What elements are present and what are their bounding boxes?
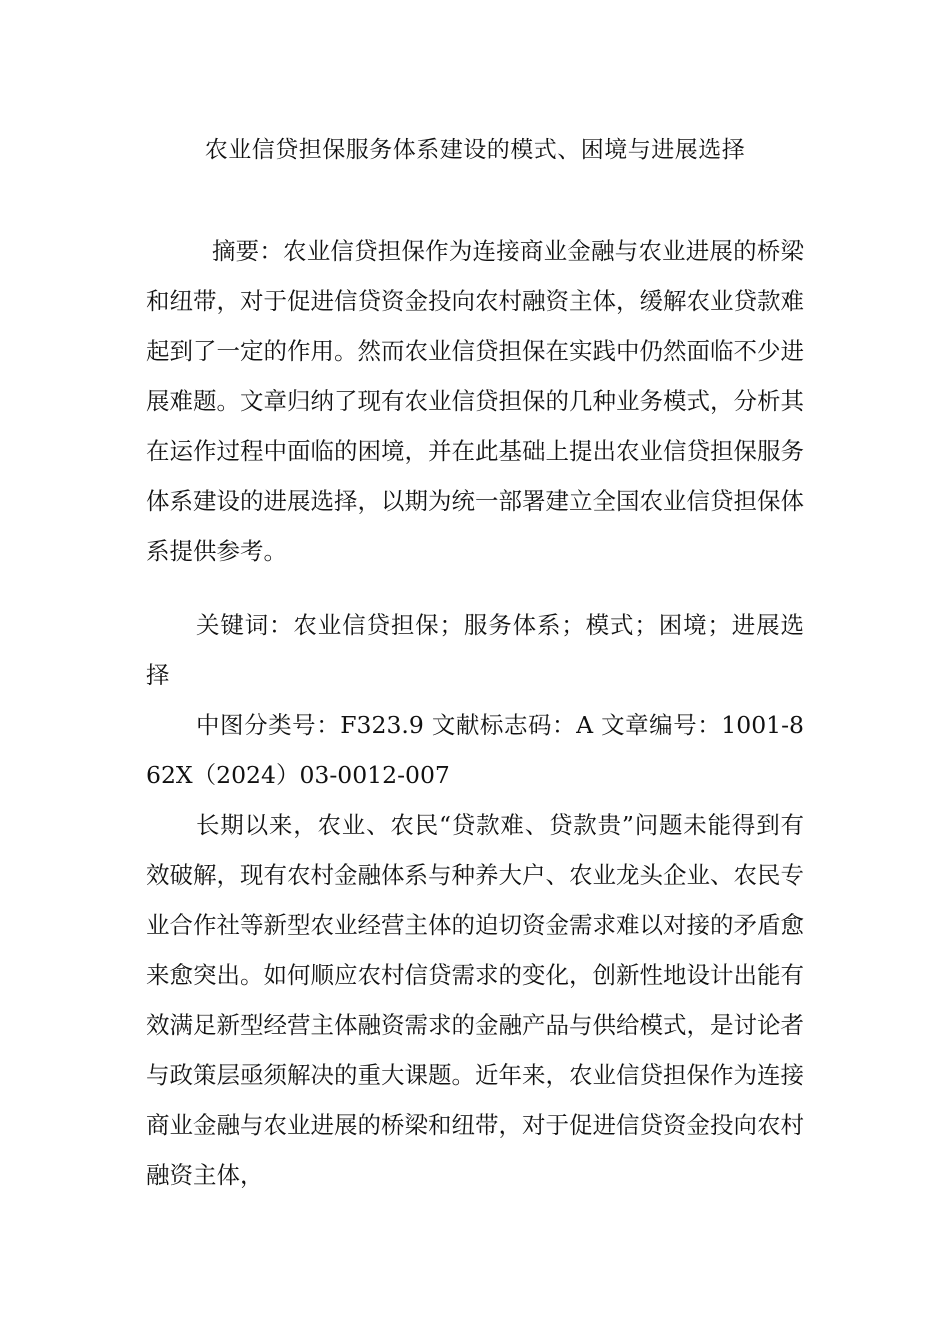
classification-paragraph: 中图分类号：F323.9 文献标志码：A 文章编号：1001-862X（2024）03-0012-007 bbox=[146, 711, 804, 789]
abstract-paragraph: 摘要：农业信贷担保作为连接商业金融与农业进展的桥梁和纽带，对于促进信贷资金投向农村融资主体，缓解农业贷款难起到了一定的作用。然而农业信贷担保在实践中仍然面临不少进展难题。文章归纳了现有农业信贷担保的几种业务模式，分析其在运作过程中面临的困境，并在此基础上提出农业信贷担保服务体系建设的进展选择，以期为统一部署建立全国农业信贷担保体系提供参考。 bbox=[146, 237, 804, 565]
intro-paragraph: 长期以来，农业、农民“贷款难、贷款贵”问题未能得到有效破解，现有农村金融体系与种养大户、农业龙头企业、农民专业合作社等新型农业经营主体的迫切资金需求难以对接的矛盾愈来愈突出。如何顺应农村信贷需求的变化，创新性地设计出能有效满足新型经营主体融资需求的金融产品与供给模式，是讨论者与政策层亟须解决的重大课题。近年来，农业信贷担保作为连接商业金融与农业进展的桥梁和纽带，对于促进信贷资金投向农村融资主体， bbox=[146, 811, 804, 1189]
document-title: 农业信贷担保服务体系建设的模式、困境与进展选择 bbox=[204, 137, 746, 163]
keywords-paragraph: 关键词：农业信贷担保；服务体系；模式；困境；进展选择 bbox=[146, 611, 804, 689]
